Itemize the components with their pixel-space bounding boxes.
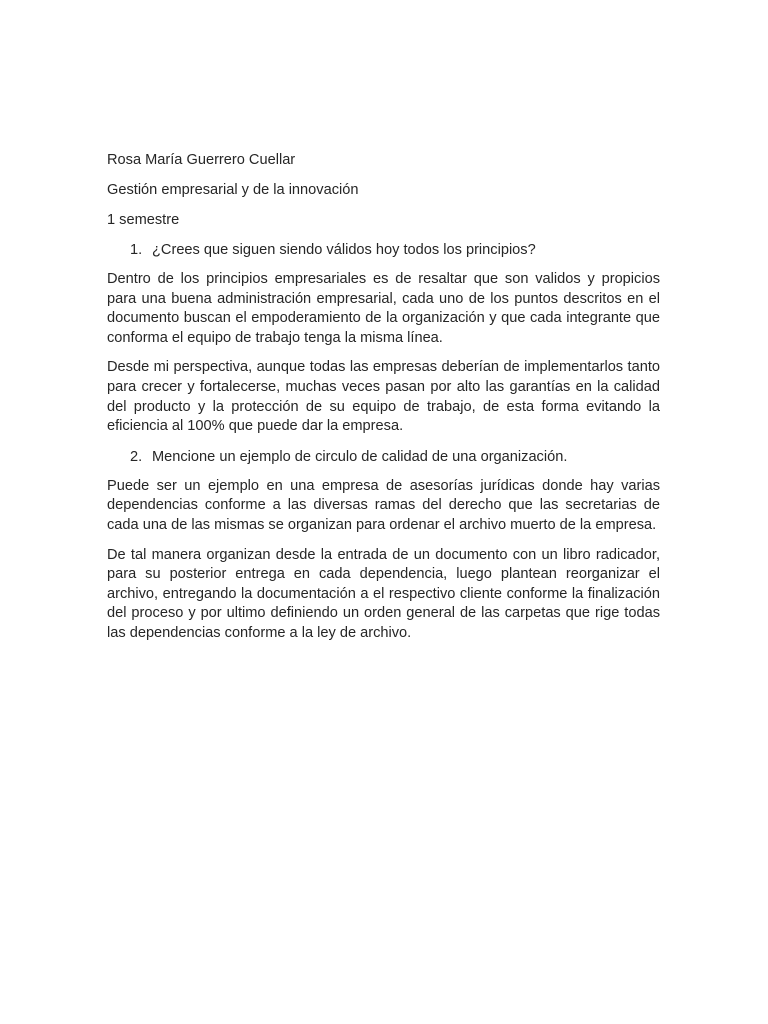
answer-1-paragraph-2: Desde mi perspectiva, aunque todas las empresas deberían de implementarlos tanto para crecer y fortalecerse, muchas veces pasan por alto las garantías en la calidad del producto y la protección de su equipo de trabajo, de esta forma evitando la eficiencia al 100% que puede dar la empresa. <box>107 359 660 435</box>
question-2 <box>130 447 660 467</box>
author-name: Rosa María Guerrero Cuellar <box>107 152 296 168</box>
question-1-number: 1. <box>130 242 143 258</box>
question-1-text: ¿Crees que siguen siendo válidos hoy todos los principios? <box>152 242 536 258</box>
answer-2-paragraph-2: De tal manera organizan desde la entrada de un documento con un libro radicador, para su posterior entrega en cada dependencia, luego plantean reorganizar el archivo, entregando la documentación a el respectivo cliente conforme la finalización del proceso y por ultimo definiendo un orden general de las carpetas que rige todas las dependencias conforme a la ley de archivo. <box>107 546 660 641</box>
answer-1-paragraph-1: Dentro de los principios empresariales es de resaltar que son validos y propicios para una buena administración empresarial, cada uno de los puntos descritos en el documento buscan el empoderamiento de la organización y que cada integrante que conforma el equipo de trabajo tenga la misma línea. <box>107 271 660 346</box>
document-page <box>107 150 660 654</box>
question-2-number: 2. <box>130 448 143 465</box>
question-1 <box>130 240 660 260</box>
semester-label: 1 semestre <box>107 212 180 228</box>
question-2-text: Mencione un ejemplo de circulo de calidad de una organización. <box>152 448 568 465</box>
answer-2-paragraph-1: Puede ser un ejemplo en una empresa de asesorías jurídicas donde hay varias dependencias conforme a las diversas ramas del derecho que las secretarias de cada una de las mismas se organizan para ordenar el archivo muerto de la empresa. <box>107 477 660 533</box>
subject-title: Gestión empresarial y de la innovación <box>107 182 359 198</box>
